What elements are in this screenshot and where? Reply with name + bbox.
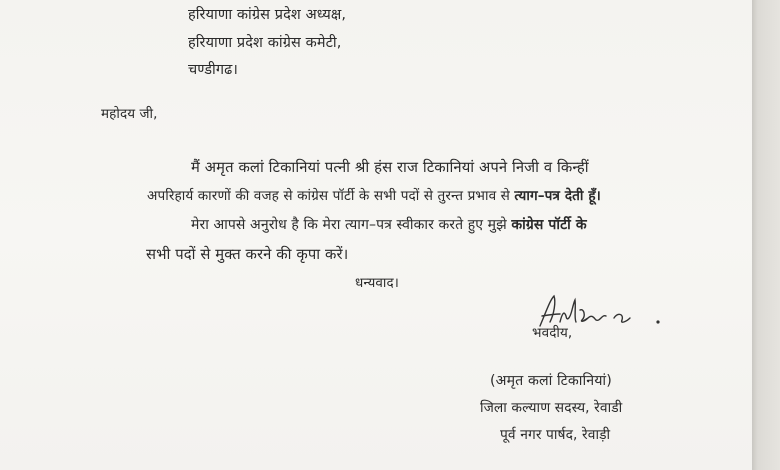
paragraph-1-line-1: मैं अमृत कलां टिकानियां पत्नी श्री हंस राज टिकानियां अपने निजी व किन्हीं	[191, 159, 589, 176]
paragraph-2-line-1-emphasis: कांग्रेस पॉर्टी के	[511, 217, 587, 233]
paragraph-2-line-1-text: मेरा आपसे अनुरोध है कि मेरा त्याग–पत्र स्वीकार करते हुए मुझे	[191, 217, 512, 233]
thanks-text: धन्यवाद।	[355, 275, 400, 291]
sender-title-1: जिला कल्याण सदस्य, रेवाडी	[480, 400, 623, 416]
addressee-line-1: हरियाणा कांग्रेस प्रदेश अध्यक्ष,	[188, 7, 347, 23]
paragraph-2-line-1	[191, 215, 587, 234]
paragraph-1-line-2	[147, 185, 601, 204]
sender-name: (अमृत कलां टिकानियां)	[490, 373, 612, 389]
sender-title-2: पूर्व नगर पार्षद, रेवाड़ी	[500, 427, 611, 443]
paragraph-1-line-2-text: अपरिहार्य कारणों की वजह से कांग्रेस पॉर्टी के सभी पदों से तुरन्त प्रभाव से	[147, 188, 515, 204]
salutation: महोदय जी,	[101, 106, 158, 122]
paragraph-1-line-2-emphasis: त्याग–पत्र देती हूँ।	[514, 188, 601, 204]
paragraph-2-line-2: सभी पदों से मुक्त करने की कृपा करें।	[146, 246, 349, 263]
page-edge-shadow	[752, 0, 780, 470]
closing: भवदीय,	[532, 325, 573, 341]
addressee-line-3: चण्डीगढ।	[188, 62, 239, 78]
addressee-line-2: हरियाणा प्रदेश कांग्रेस कमेटी,	[188, 35, 342, 51]
